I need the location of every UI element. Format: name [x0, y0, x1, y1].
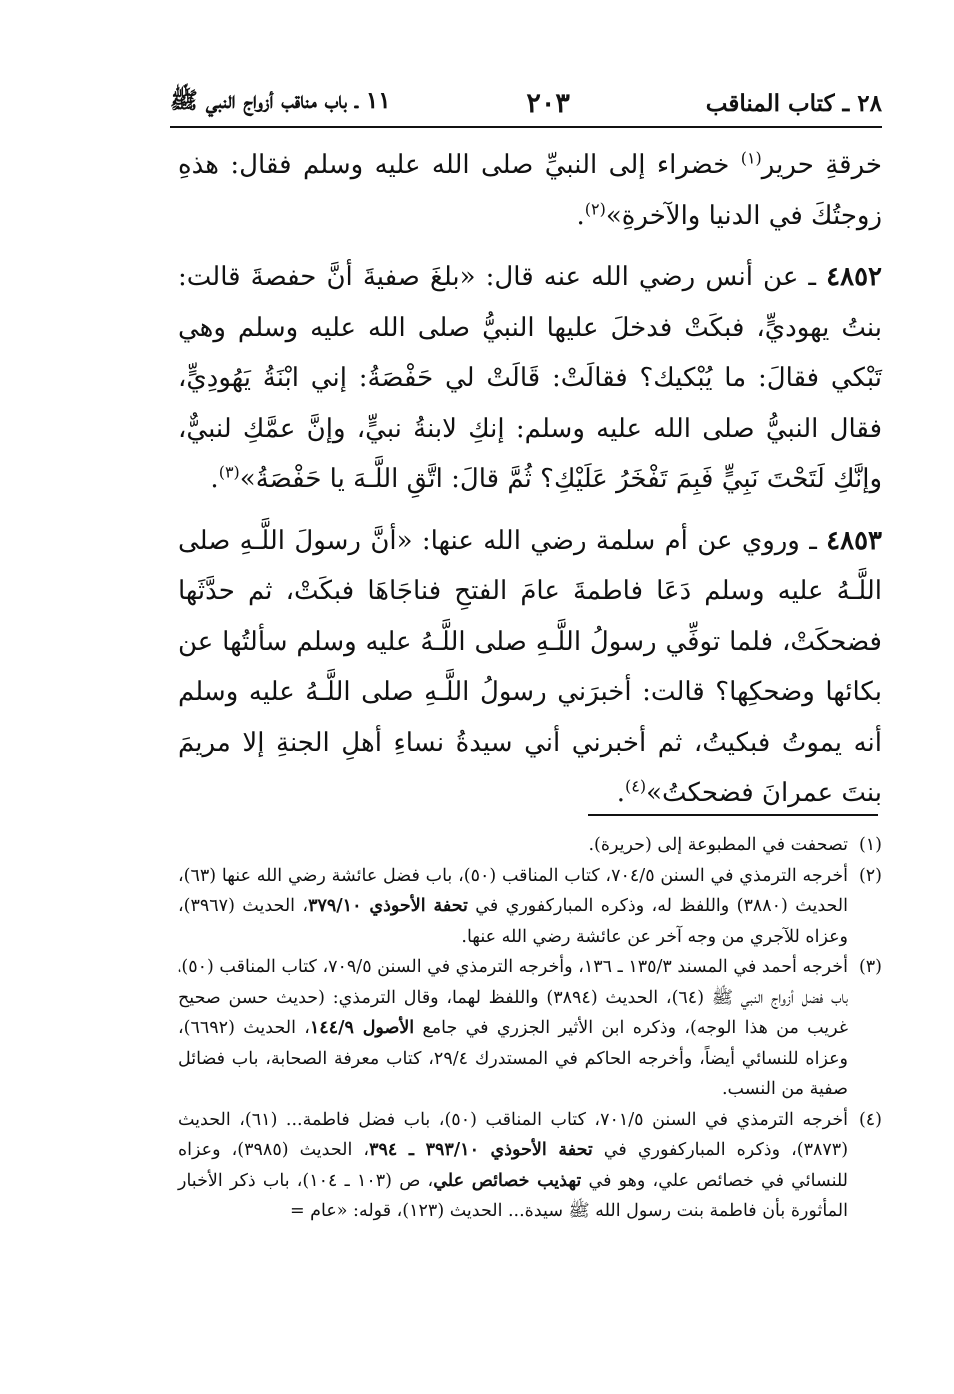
- continuation-text-c: .: [576, 200, 585, 231]
- footnote-text: [178, 861, 848, 953]
- footnote-text: [178, 830, 848, 861]
- hadith-end: .: [210, 464, 219, 494]
- hadith-end: .: [616, 778, 625, 808]
- footnote-text-b: ، الحديث (٣٩٨٥)، وعزاه للنسائي في خصائص علي، وهو في: [178, 1140, 848, 1191]
- footnote-1: [178, 830, 882, 861]
- hadith-number: ٤٨٥٣: [826, 525, 882, 556]
- footnote-3: [178, 952, 882, 1105]
- footnote-ref-1: (١): [740, 148, 762, 168]
- footnote-text-b: ، الحديث (٦٦٩٢)، وعزاه للنسائي أيضاً، وأخرجه الحاكم في المستدرك ٢٩/٤، كتاب معرفة الصحابة، باب فضائل صفية من النسب.: [178, 1018, 848, 1099]
- footnote-number: (٣): [858, 957, 882, 977]
- footnote-number: (١): [858, 835, 882, 855]
- book-title: ٢٨ ـ كتاب المناقب: [705, 89, 882, 117]
- footnote-text-a: أخرجه الترمذي في السنن ٧٠١/٥، كتاب المناقب (٥٠)، باب فضل فاطمة... (٦١)، الحديث (٣٨٧٣)، وذكره المباركفوري في: [178, 1109, 849, 1160]
- footnote-text-c: ، ص (١٠٣ ـ ١٠٤)، باب ذكر الأخبار المأثورة بأن فاطمة بنت رسول الله ﷺ سيدة... الحديث (١٢٣)، قوله: «عام =: [178, 1170, 848, 1221]
- footnote-ref-4: (٤): [625, 776, 647, 796]
- footnote-text-a: أخرجه أحمد في المسند ١٣٥/٣ ـ ١٣٦، وأخرجه الترمذي في السنن ٧٠٩/٥، كتاب المناقب (٥٠)، باب فضل أزواج النبي ﷺ (٦٤)، الحديث (٣٨٩٤) واللفظ لهما، وقال الترمذي: (حديث حسن صحيح غريب من هذا الوجه)، وذكره ابن الأثير الجزري في جامع: [178, 957, 848, 1038]
- footnote-2: [178, 861, 882, 953]
- footnote-4: [178, 1105, 882, 1227]
- footnote-ref-3: (٣): [218, 462, 240, 482]
- footnotes: [178, 830, 882, 1227]
- continuation-text-a: خرقةِ حرير: [761, 150, 882, 180]
- continuation-paragraph: [178, 140, 882, 241]
- header-rule: [170, 126, 882, 128]
- footnote-text-a: تصحفت في المطبوعة إلى (حريرة).: [588, 835, 848, 855]
- footnote-bold-title: تهذيب خصائص علي: [433, 1170, 582, 1191]
- hadith-number: ٤٨٥٢: [826, 262, 882, 292]
- footnote-text-b: ، الحديث (٣٩٦٧)، وعزاه للآجري من وجه آخر عن عائشة رضي الله عنها.: [178, 896, 848, 947]
- chapter-title: ١١ ـ باب مناقب أزواج النبي ﷺ: [170, 87, 391, 114]
- continuation-text-b: خضراء إلى النبيِّ صلى الله عليه وسلم فقال: هذهِ زوجتُكَ في الدنيا والآخرةِ»: [178, 150, 882, 231]
- main-text: [178, 140, 882, 830]
- page-number: ٢٠٣: [526, 87, 570, 119]
- footnote-number: (٢): [858, 865, 882, 886]
- hadith-4852-paragraph: [178, 252, 882, 505]
- footnote-text-a: أخرجه الترمذي في السنن ٧٠٤/٥، كتاب المناقب (٥٠)، باب فضل عائشة رضي الله عنها (٦٣)، الحديث (٣٨٨٠) واللفظ له، وذكره المباركفوري في: [178, 865, 848, 916]
- footnote-ref-2: (٢): [584, 198, 606, 218]
- hadith-4853-paragraph: [178, 516, 882, 819]
- footnote-text: [178, 952, 848, 1105]
- footnote-bold-ref: الأصول ١٤٤/٩: [309, 1018, 415, 1038]
- footnote-bold-ref: تحفة الأحوذي ٣٧٩/١٠: [308, 896, 468, 916]
- footnote-number: (٤): [858, 1109, 882, 1130]
- footnote-rule: [588, 814, 878, 816]
- footnote-bold-ref: تحفة الأحوذي ٣٩٣/١٠ ـ ٣٩٤: [369, 1140, 593, 1160]
- hadith-text: ـ عن أنس رضي الله عنه قال: «بلغَ صفيةَ أنَّ حفصةَ قالت: بنتُ يهوديٍّ، فبكَتْ فدخلَ عليها النبيُّ صلى الله عليه وسلم وهي تَبْكي فقالَ: ما يُبْكيك؟ فقالَتْ: قَالَتْ لي حَفْصَةُ: إني ابْنَةُ يَهُودِيٍّ، فقال النبيُّ صلى الله عليه وسلم: إنكِ لابنةُ نبيٍّ، وإنَّ عمَّكِ لنبيٌّ، وإنَّكِ لَتَحْتَ نَبِيٍّ فَبِمَ تَفْخَرُ عَلَيْكِ؟ ثُمَّ قالَ: اتَّقِ اللَّـهَ يا حَفْصَةُ»: [178, 262, 882, 494]
- running-header: [170, 80, 882, 126]
- hadith-text: ـ وروي عن أم سلمة رضي الله عنها: «أنَّ رسولَ اللَّـهِ صلى اللَّـهُ عليه وسلم دَعَا فاطمةَ عامَ الفتحِ فناجَاهَا فبكَتْ، ثم حدَّثَها فضحكَتْ، فلما توفِّي رسولُ اللَّـهِ صلى اللَّـهُ عليه وسلم سألتُها عن بكائها وضحكِها؟ قالت: أخبرَني رسولُ اللَّـهِ صلى اللَّـهُ عليه وسلم أنه يموتُ فبكيتُ، ثم أخبرني أني سيدةُ نساءِ أهلِ الجنةِ إلا مريمَ بنتَ عمرانَ فضحكتُ»: [178, 525, 882, 808]
- footnote-text: [178, 1105, 848, 1227]
